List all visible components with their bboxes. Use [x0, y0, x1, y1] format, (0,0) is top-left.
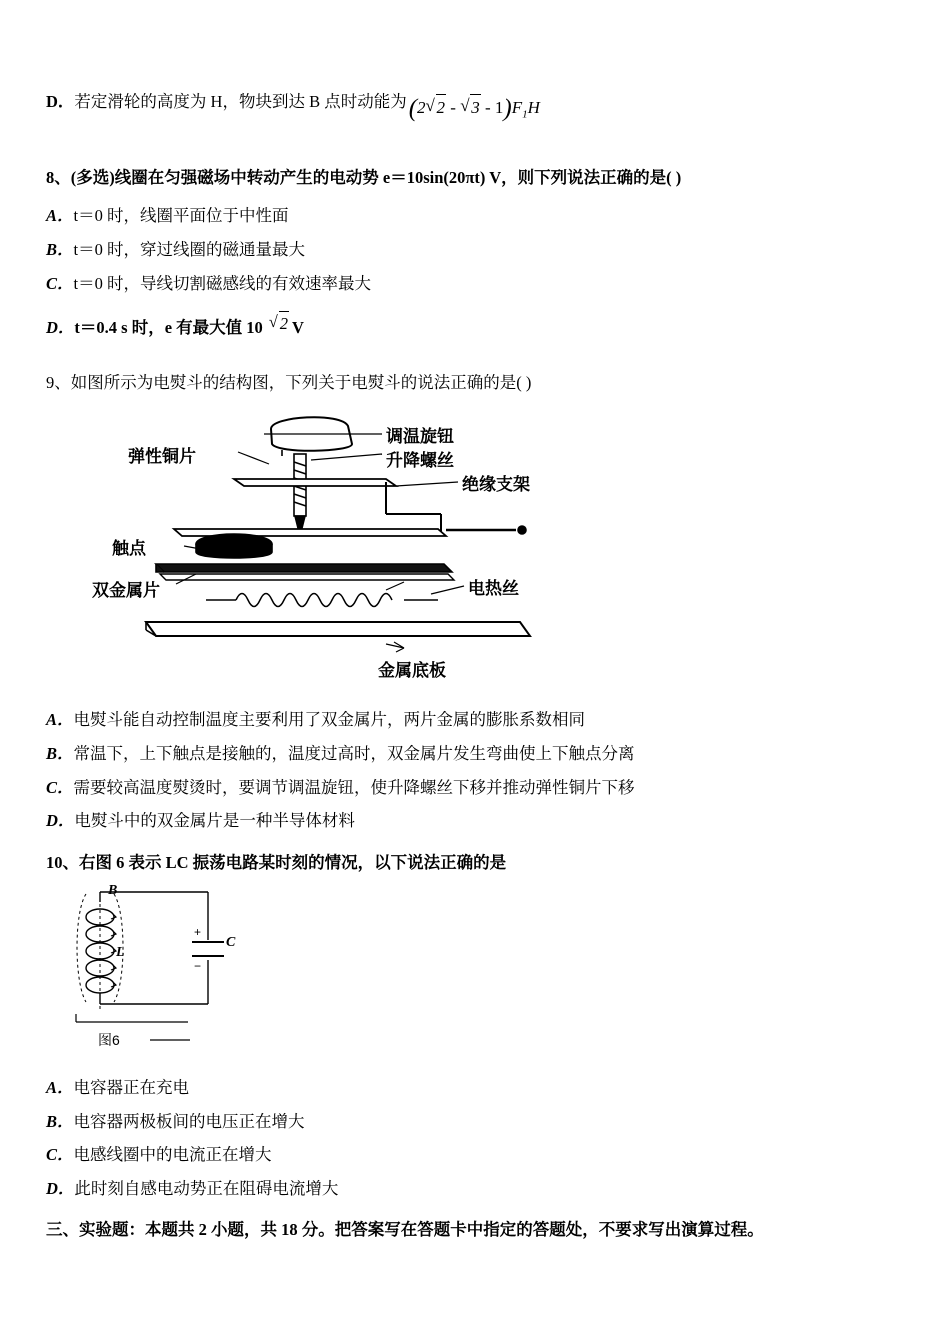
q10-option-b: [46, 1110, 906, 1135]
lc-circuit-svg: [68, 882, 248, 1057]
label-insulating-bracket: 绝缘支架: [462, 475, 530, 494]
q8-option-b-label: B．: [46, 240, 74, 259]
q9-stem: [46, 371, 906, 396]
label-lift-screw: 升降螺丝: [386, 451, 454, 470]
q7-option-d-label: D．: [46, 92, 75, 111]
q10-option-d-text: 此时刻自感电动势正在阻碍电流增大: [74, 1179, 339, 1198]
q8-option-c-text: t＝0 时，导线切割磁感线的有效速率最大: [73, 273, 371, 293]
q9-option-b: [46, 742, 906, 767]
q10-option-d: [46, 1177, 906, 1202]
q8-stem: [46, 166, 906, 191]
q9-option-b-text: 常温下，上下触点是接触的，温度过高时，双金属片发生弯曲使上下触点分离: [73, 743, 635, 763]
q8-option-c: [46, 272, 906, 297]
section-three-heading: 三、实验题：本题共 2 小题，共 18 分。把答案写在答题卡中指定的答题处，不要求写出演算过程。: [46, 1219, 764, 1239]
q8-option-a: [46, 204, 906, 229]
q9-option-d-label: D．: [46, 811, 75, 831]
q8-option-d-text: t＝0.4 s 时，e 有最大值 10: [74, 317, 263, 337]
q10-option-b-label: B．: [46, 1111, 74, 1131]
svg-text:+: +: [194, 924, 202, 939]
q8-option-b: [46, 238, 906, 263]
q9-option-c: [46, 776, 906, 801]
q8-option-a-text: t＝0 时，线圈平面位于中性面: [73, 206, 289, 226]
label-elastic-copper: 弹性铜片: [128, 447, 196, 466]
svg-text:C: C: [226, 934, 236, 950]
label-contact: 触点: [112, 539, 146, 558]
svg-text:L: L: [116, 944, 125, 960]
q8-option-d-unit: V: [292, 317, 304, 337]
q8-option-a-label: A．: [46, 206, 74, 226]
q10-number: 10、: [46, 853, 79, 872]
label-heating-wire: 电热丝: [468, 579, 519, 598]
q9-number: 9、: [46, 373, 71, 393]
q8-option-b-text: t＝0 时，穿过线圈的磁通量最大: [73, 240, 305, 259]
q8-option-d: [46, 311, 906, 341]
q7-option-d: [46, 90, 906, 128]
lc-figure-caption: 图6: [98, 1031, 120, 1048]
q9-option-c-label: C．: [46, 777, 74, 797]
q10-option-a: [46, 1076, 906, 1101]
q8-option-c-label: C．: [46, 273, 74, 293]
q8-number: 8、: [46, 167, 71, 187]
q10-option-d-label: D．: [46, 1179, 75, 1198]
q10-option-b-text: 电容器两极板间的电压正在增大: [73, 1111, 305, 1131]
q8-option-d-label: D．: [46, 317, 75, 337]
label-bimetal: 双金属片: [92, 581, 160, 600]
q10-stem: [46, 851, 906, 876]
q8-option-d-radical: √ 2: [269, 311, 289, 337]
page-content: [46, 90, 906, 1240]
q7-option-d-formula: (2 √ 2 - √ $3 - 1)F_1H$: [409, 90, 540, 128]
q10-option-a-label: A．: [46, 1077, 74, 1097]
q10-option-a-text: 电容器正在充电: [73, 1077, 190, 1097]
label-metal-base: 金属底板: [378, 661, 446, 680]
q9-option-a-label: A．: [46, 710, 74, 729]
q9-option-a-text: 电熨斗能自动控制温度主要利用了双金属片，两片金属的膨胀系数相同: [73, 710, 586, 729]
q8-text: (多选)线圈在匀强磁场中转动产生的电动势 e＝10sin(20πt) V，则下列说法正确的是( ): [70, 167, 682, 187]
label-temp-knob: 调温旋钮: [386, 427, 454, 446]
q9-option-d-text: 电熨斗中的双金属片是一种半导体材料: [74, 811, 355, 831]
q9-text: 如图所示为电熨斗的结构图，下列关于电熨斗的说法正确的是( ): [70, 373, 532, 393]
q10-option-c: [46, 1143, 906, 1168]
svg-text:−: −: [194, 958, 202, 973]
q10-text: 右图 6 表示 LC 振荡电路某时刻的情况，以下说法正确的是: [79, 853, 507, 872]
q9-option-c-text: 需要较高温度熨烫时，要调节调温旋钮，使升降螺丝下移并推动弹性铜片下移: [73, 777, 635, 797]
iron-structure-figure: [86, 404, 686, 694]
q9-option-d: [46, 809, 906, 834]
q10-option-c-text: 电感线圈中的电流正在增大: [73, 1145, 272, 1165]
svg-text:B: B: [108, 882, 118, 898]
q7-option-d-text: 若定滑轮的高度为 H，物块到达 B 点时动能为: [74, 92, 407, 111]
q9-option-b-label: B．: [46, 743, 74, 763]
lc-circuit-figure: [68, 882, 248, 1062]
q9-option-a: [46, 708, 906, 733]
q10-option-c-label: C．: [46, 1145, 74, 1165]
